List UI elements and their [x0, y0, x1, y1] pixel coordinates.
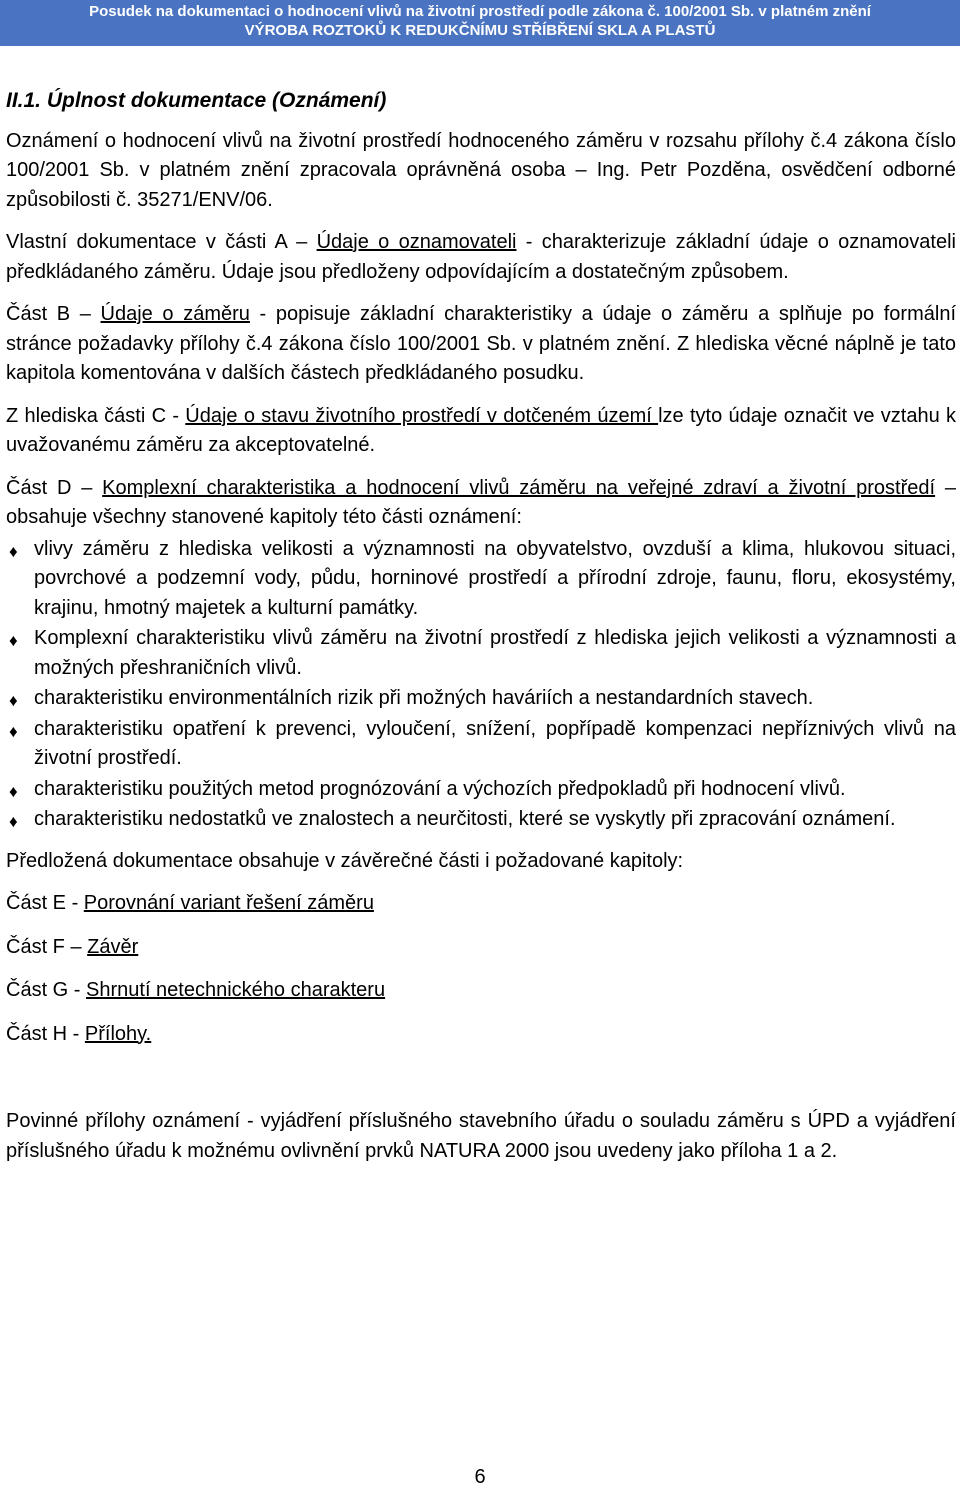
paragraph-annexes: Povinné přílohy oznámení - vyjádření příslušného stavebního úřadu o souladu záměru s ÚPD a vyjádření příslušného úřadu k možnému ovlivnění prvků NATURA 2000 jsou uvedeny jako příloha 1 a 2.	[6, 1110, 956, 1162]
spacer	[6, 1063, 956, 1107]
paragraph-part-c	[6, 402, 956, 461]
part-d-title: Komplexní charakteristika a hodnocení vlivů záměru na veřejné zdraví a životní prostředí	[102, 476, 936, 499]
diamond-bullet-icon: ♦	[9, 631, 18, 650]
part-a-title: Údaje o oznamovateli	[316, 231, 517, 253]
part-label: Část E -	[6, 892, 84, 914]
page-number: 6	[474, 1466, 486, 1488]
part-label: Část F –	[6, 935, 88, 958]
list-item	[6, 775, 956, 805]
list-item-text: vlivy záměru z hlediska velikosti a významnosti na obyvatelstvo, ovzduší a klima, hlukovou situaci, povrchové a podzemní vody, půdu, horninové prostředí a přírodní zdroje, faunu, floru, ekosystémy, krajinu, hmotný majetek a kulturní památky.	[34, 537, 956, 619]
list-item	[6, 715, 956, 774]
list-item	[6, 805, 956, 835]
part-g	[6, 976, 956, 1006]
list-item-text: charakteristiku použitých metod prognózování a výchozích předpokladů při hodnocení vlivů.	[34, 777, 846, 800]
text: Část B –	[6, 303, 101, 325]
list-item-text: charakteristiku opatření k prevenci, vyloučení, snížení, popřípadě kompenzaci nepříznivých vlivů na životní prostředí.	[34, 717, 956, 769]
document-body	[6, 86, 956, 1179]
list-item-text: charakteristiku environmentálních rizik při možných haváriích a nestandardních stavech.	[34, 687, 814, 709]
list-item	[6, 624, 956, 683]
text: - popisuje základní charakteristiky a údaje o záměru a splňuje po formální stránce požadavky přílohy č.4 zákona číslo 100/2001 Sb. v platném znění. Z hlediska věcné náplně je tato kapitola komentována v dalších částech předkládaného posudku.	[6, 303, 956, 384]
diamond-bullet-icon: ♦	[9, 541, 18, 561]
header-title: Posudek na dokumentaci o hodnocení vlivů na životní prostředí podle zákona č. 100/2001 Sb. v platném znění	[89, 3, 871, 20]
running-header	[0, 0, 960, 46]
text: Vlastní dokumentace v části A –	[6, 231, 317, 253]
part-label: Část H -	[6, 1022, 85, 1045]
part-c-title: Údaje o stavu životního prostředí v dotčeném území	[185, 404, 659, 427]
part-f-title: Závěr	[87, 935, 139, 958]
part-label: Část G -	[6, 979, 87, 1001]
list-item-text: Komplexní charakteristiku vlivů záměru na životní prostředí z hlediska jejich velikosti a významnosti a možných přeshraničních vlivů.	[34, 627, 956, 679]
list-item	[6, 684, 956, 714]
text: - charakterizuje základní údaje o oznamovateli předkládaného záměru. Údaje jsou předloženy odpovídajícím a dostatečným způsobem.	[6, 231, 956, 283]
paragraph-part-a	[6, 228, 956, 287]
diamond-bullet-icon: ♦	[9, 812, 18, 831]
list-item-text: charakteristiku nedostatků ve znalostech a neurčitosti, které se vyskytly při zpracování oznámení.	[34, 808, 896, 830]
diamond-bullet-icon: ♦	[9, 781, 18, 801]
paragraph-final-parts: Předložená dokumentace obsahuje v závěrečné části i požadované kapitoly:	[6, 849, 684, 872]
diamond-bullet-icon: ♦	[9, 721, 18, 741]
text: Část D –	[6, 476, 103, 499]
part-b-title: Údaje o záměru	[100, 303, 250, 325]
paragraph-part-b	[6, 300, 956, 389]
section-title: II.1. Úplnost dokumentace (Oznámení)	[6, 89, 387, 112]
part-h	[6, 1020, 956, 1050]
text: Z hlediska části C -	[6, 404, 186, 427]
part-h-title: Přílohy.	[84, 1022, 152, 1045]
part-d-bullet-list	[6, 535, 956, 835]
text: lze tyto údaje označit ve vztahu k uvažovanému záměru za akceptovatelné.	[6, 404, 957, 456]
diamond-bullet-icon: ♦	[9, 691, 18, 710]
paragraph-author: Oznámení o hodnocení vlivů na životní prostředí hodnoceného záměru v rozsahu přílohy č.4 zákona číslo 100/2001 Sb. v platném znění zpracovala oprávněná osoba – Ing. Petr Pozděna, osvědčení odborné způsobilosti č. 35271/ENV/06.	[6, 129, 956, 211]
part-f	[6, 933, 956, 963]
part-g-title: Shrnutí netechnického charakteru	[86, 979, 386, 1001]
list-item	[6, 535, 956, 624]
header-subtitle: VÝROBA ROZTOKŮ K REDUKČNÍMU STŘÍBŘENÍ SKLA A PLASTŮ	[244, 22, 716, 39]
part-e	[6, 889, 956, 919]
part-e-title: Porovnání variant řešení záměru	[83, 892, 374, 914]
text: – obsahuje všechny stanovené kapitoly této části oznámení:	[6, 476, 957, 528]
paragraph-part-d	[6, 474, 956, 533]
